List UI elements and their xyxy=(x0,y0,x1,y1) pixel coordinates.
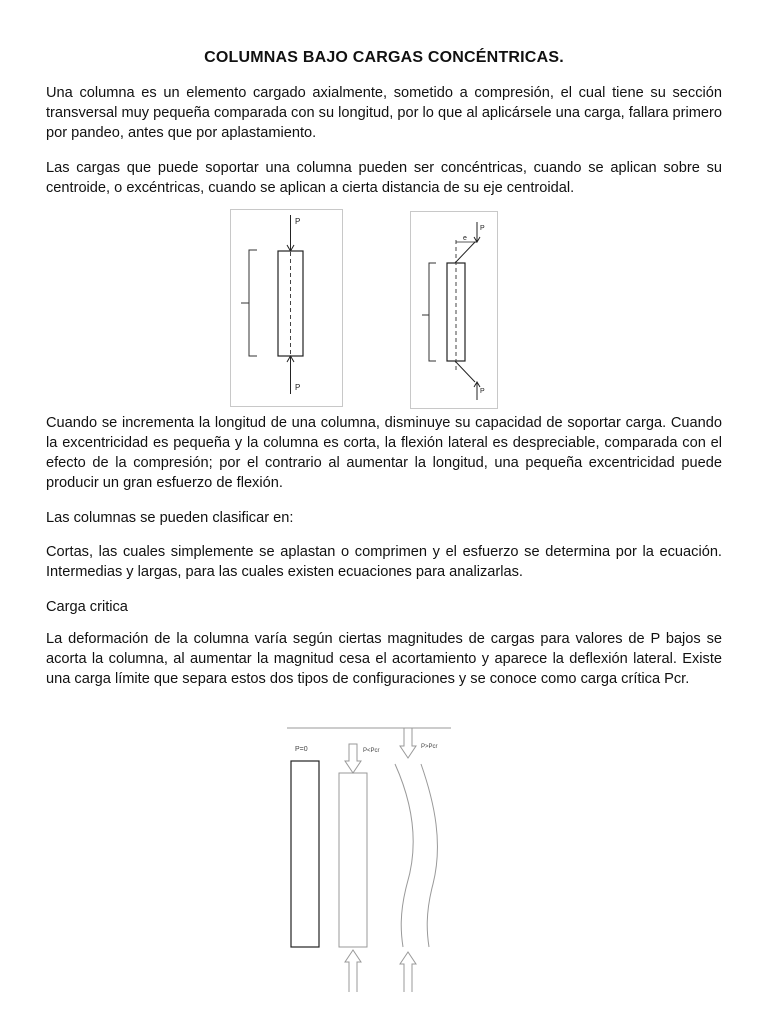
load-label-bottom: P xyxy=(295,383,301,392)
eccentric-column-diagram xyxy=(411,212,497,408)
load-label-top: P xyxy=(480,225,485,232)
paragraph-load-types: Las cargas que puede soportar una columna pueden ser concéntricas, cuando se aplican sobre su centroide, o excéntricas, cuando se aplican a cierta distancia de su eje centroidal. xyxy=(46,160,722,196)
load-bracket-top xyxy=(455,242,477,263)
column-buckled-left-edge xyxy=(395,764,413,947)
paragraph-length-effect: Cuando se incrementa la longitud de una columna, disminuye su capacidad de soportar carga. Cuando la excentricidad es pequeña y la columna es corta, la flexión lateral es despreciable, comparada con el efecto de la compresión; por el contrario al aumentar la longitud, una pequeña excentricidad puede producir un gran esfuerzo de flexión. xyxy=(46,415,722,491)
page-title: COLUMNAS BAJO CARGAS CONCÉNTRICAS. xyxy=(204,49,564,66)
column-buckled-right-edge xyxy=(421,764,437,947)
label-p-zero: P=0 xyxy=(295,746,308,753)
length-bracket xyxy=(249,250,257,356)
paragraph-definition: Una columna es un elemento cargado axialmente, sometido a compresión, el cual tiene su sección transversal muy pequeña comparada con su longitud, por lo que al aplicársele una carga, fallara primero por pandeo, antes que por aplastamiento. xyxy=(46,85,722,141)
load-arrow-greater-top xyxy=(400,728,416,758)
load-arrow-less-top xyxy=(345,744,361,773)
paragraph-column-types: Cortas, las cuales simplemente se aplastan o comprimen y el esfuerzo se determina por la ecuación. Intermedias y largas, para las cuales existen ecuaciones para analizarlas. xyxy=(46,544,722,580)
figure-eccentric-column xyxy=(410,211,498,409)
section-heading-critical-load: Carga critica xyxy=(46,599,128,615)
load-arrow-less-bottom xyxy=(345,950,361,992)
length-bracket xyxy=(429,263,436,361)
critical-load-diagram xyxy=(283,724,455,1016)
figure-critical-load xyxy=(283,724,455,1016)
load-arrow-greater-bottom xyxy=(400,952,416,992)
paragraph-classification: Las columnas se pueden clasificar en: xyxy=(46,510,294,526)
figure-concentric-column xyxy=(230,209,343,407)
load-label-bottom: P xyxy=(480,388,485,395)
load-label-top: P xyxy=(295,217,301,226)
eccentricity-label: e xyxy=(463,235,467,242)
label-p-less: P<Pcr xyxy=(363,748,380,754)
column-unloaded xyxy=(291,761,319,947)
paragraph-critical-load: La deformación de la columna varía según ciertas magnitudes de cargas para valores de P bajos se acorta la columna, al aumentar la magnitud cesa el acortamiento y aparece la deflexión lateral. Existe una carga límite que separa estos dos tipos de configuraciones y se conoce como carga crítica Pcr. xyxy=(46,631,722,687)
label-p-greater: P>Pcr xyxy=(421,744,438,750)
concentric-column-diagram xyxy=(231,210,342,406)
load-bracket-bottom xyxy=(455,361,475,382)
column-shortened xyxy=(339,773,367,947)
